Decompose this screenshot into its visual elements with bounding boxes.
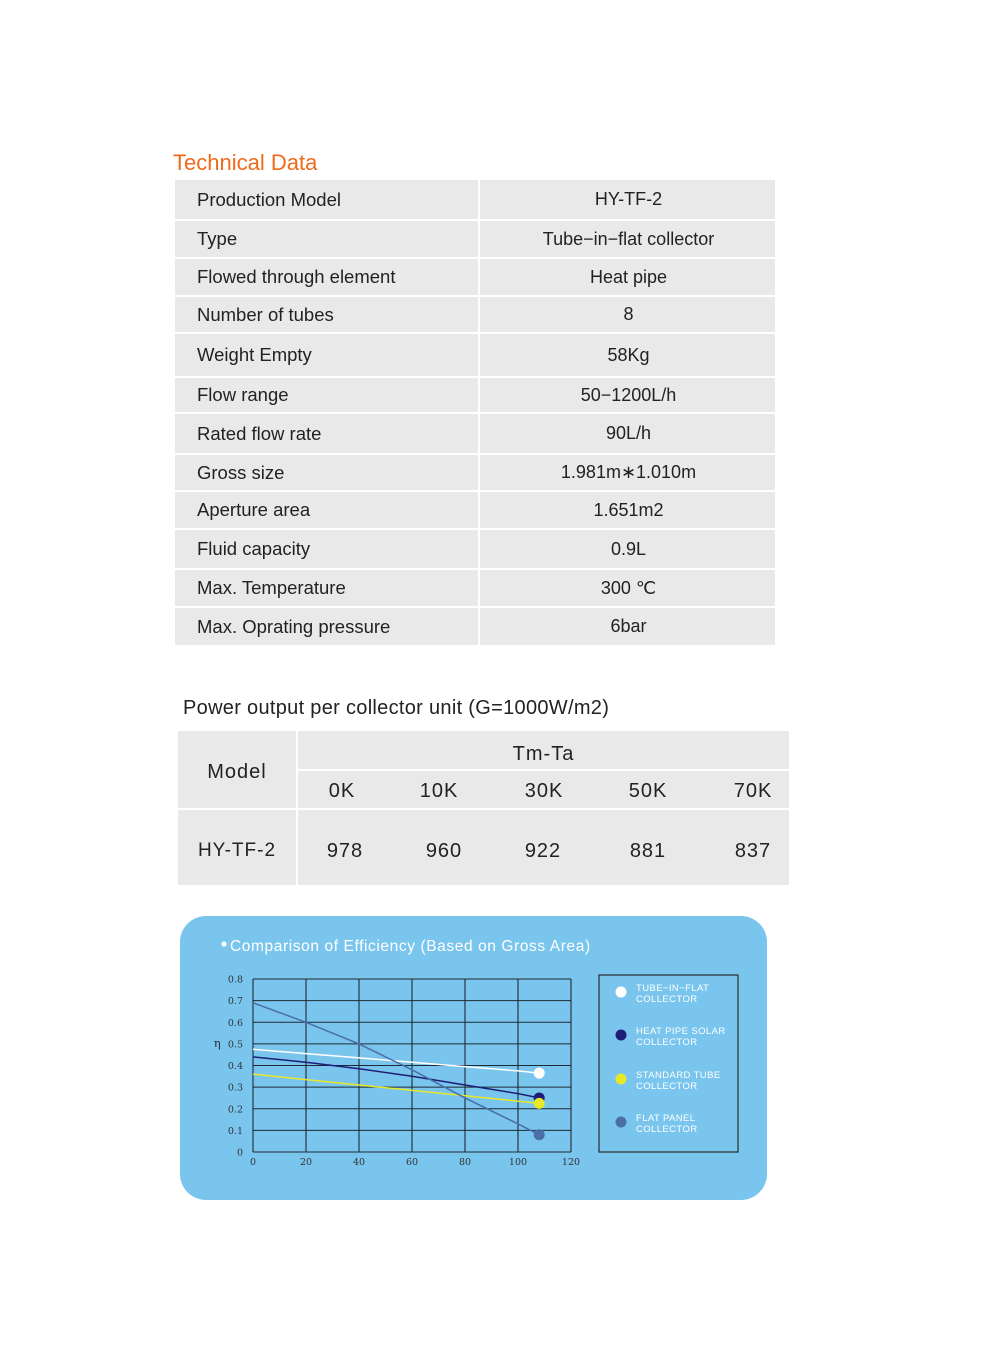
row-label: Type <box>175 221 480 257</box>
table-row <box>175 259 775 295</box>
technical-data-title: Technical Data <box>173 150 318 175</box>
row-value: Heat pipe <box>589 266 668 287</box>
series-end-point <box>534 1098 545 1109</box>
table-row <box>175 221 775 257</box>
x-tick-label: 0 <box>249 1157 257 1168</box>
row-label: Aperture area <box>175 492 480 528</box>
table-row <box>175 414 775 453</box>
table-row <box>175 180 775 219</box>
row-label: Weight Empty <box>175 334 480 376</box>
row-value: 6bar <box>610 616 647 636</box>
column-header: 50K <box>628 780 668 802</box>
row-label: Gross size <box>175 455 480 490</box>
row-value: 58Kg <box>607 344 650 365</box>
row-value: 90L/h <box>605 423 652 443</box>
y-tick-label: 0.7 <box>227 996 243 1008</box>
power-value: 978 <box>326 840 364 862</box>
row-value: 1.651m2 <box>593 499 664 520</box>
y-tick-label: 0.8 <box>227 974 243 986</box>
table-row <box>175 455 775 490</box>
column-header: 0K <box>328 780 356 802</box>
row-label: Fluid capacity <box>175 530 480 568</box>
legend-marker <box>616 987 627 998</box>
series-end-point <box>534 1068 545 1079</box>
x-tick-label: 60 <box>405 1157 419 1168</box>
row-label: Flow range <box>175 378 480 412</box>
power-value: 881 <box>629 840 667 862</box>
row-label: Max. Temperature <box>175 570 480 606</box>
table-row <box>175 492 775 528</box>
series-end-point <box>534 1129 545 1140</box>
legend-label: COLLECTOR <box>636 994 698 1005</box>
table-row <box>175 608 775 645</box>
table-row <box>175 570 775 606</box>
y-axis-label: η <box>214 1037 221 1050</box>
row-value: 8 <box>623 304 634 324</box>
x-tick-label: 40 <box>352 1157 366 1168</box>
legend-marker <box>616 1117 627 1128</box>
x-tick-label: 120 <box>561 1157 581 1168</box>
column-header: 70K <box>733 780 773 802</box>
model-header: Model <box>207 761 267 783</box>
row-value: 1.981m∗1.010m <box>560 462 697 482</box>
legend-label: FLAT PANEL <box>636 1113 696 1124</box>
column-header: 10K <box>419 780 459 802</box>
y-tick-label: 0.1 <box>227 1125 243 1137</box>
row-label: Rated flow rate <box>175 414 480 453</box>
legend-label: COLLECTOR <box>636 1124 698 1135</box>
row-label: Number of tubes <box>175 297 480 332</box>
legend-label: STANDARD TUBE <box>636 1070 721 1081</box>
table-row <box>175 378 775 412</box>
row-value: 50−1200L/h <box>580 384 677 405</box>
x-tick-label: 80 <box>458 1157 472 1168</box>
row-value: Tube−in−flat collector <box>542 228 715 249</box>
legend-marker <box>616 1030 627 1041</box>
legend-label: COLLECTOR <box>636 1081 698 1092</box>
efficiency-chart <box>180 916 767 1200</box>
row-value: 300 ℃ <box>600 577 657 598</box>
y-tick-label: 0.2 <box>227 1104 243 1116</box>
table-row <box>175 297 775 332</box>
power-output-title: Power output per collector unit (G=1000W/m2) <box>183 697 610 719</box>
row-label: Max. Oprating pressure <box>175 608 480 645</box>
bullet-icon <box>221 941 226 946</box>
row-label: Production Model <box>175 180 480 219</box>
column-header: 30K <box>524 780 564 802</box>
power-value: 960 <box>425 840 463 862</box>
row-value: 0.9L <box>610 538 647 559</box>
legend-label: COLLECTOR <box>636 1037 698 1048</box>
legend-marker <box>616 1074 627 1085</box>
row-value: HY-TF-2 <box>594 189 663 209</box>
table-row <box>175 334 775 376</box>
row-label: Flowed through element <box>175 259 480 295</box>
table-row <box>175 530 775 568</box>
x-tick-label: 100 <box>508 1157 528 1168</box>
divider <box>298 769 789 771</box>
series-line <box>253 1074 539 1103</box>
y-tick-label: 0.5 <box>227 1039 243 1051</box>
efficiency-chart-panel <box>180 916 767 1200</box>
y-tick-label: 0.4 <box>227 1061 243 1072</box>
y-tick-label: 0.6 <box>227 1017 243 1029</box>
tm-ta-header: Tm-Ta <box>512 743 575 765</box>
y-tick-label: 0.3 <box>227 1082 243 1094</box>
power-value: 837 <box>734 840 772 862</box>
power-value: 922 <box>524 840 562 862</box>
divider <box>178 808 789 810</box>
legend-label: HEAT PIPE SOLAR <box>636 1026 726 1037</box>
power-output-table <box>178 731 789 885</box>
x-tick-label: 20 <box>299 1157 313 1168</box>
y-tick-label: 0 <box>236 1147 243 1159</box>
model-value: HY-TF-2 <box>197 840 277 861</box>
chart-title: Comparison of Efficiency (Based on Gross Area) <box>230 938 591 955</box>
series-line <box>253 1057 539 1098</box>
legend-label: TUBE−IN−FLAT <box>636 983 710 994</box>
